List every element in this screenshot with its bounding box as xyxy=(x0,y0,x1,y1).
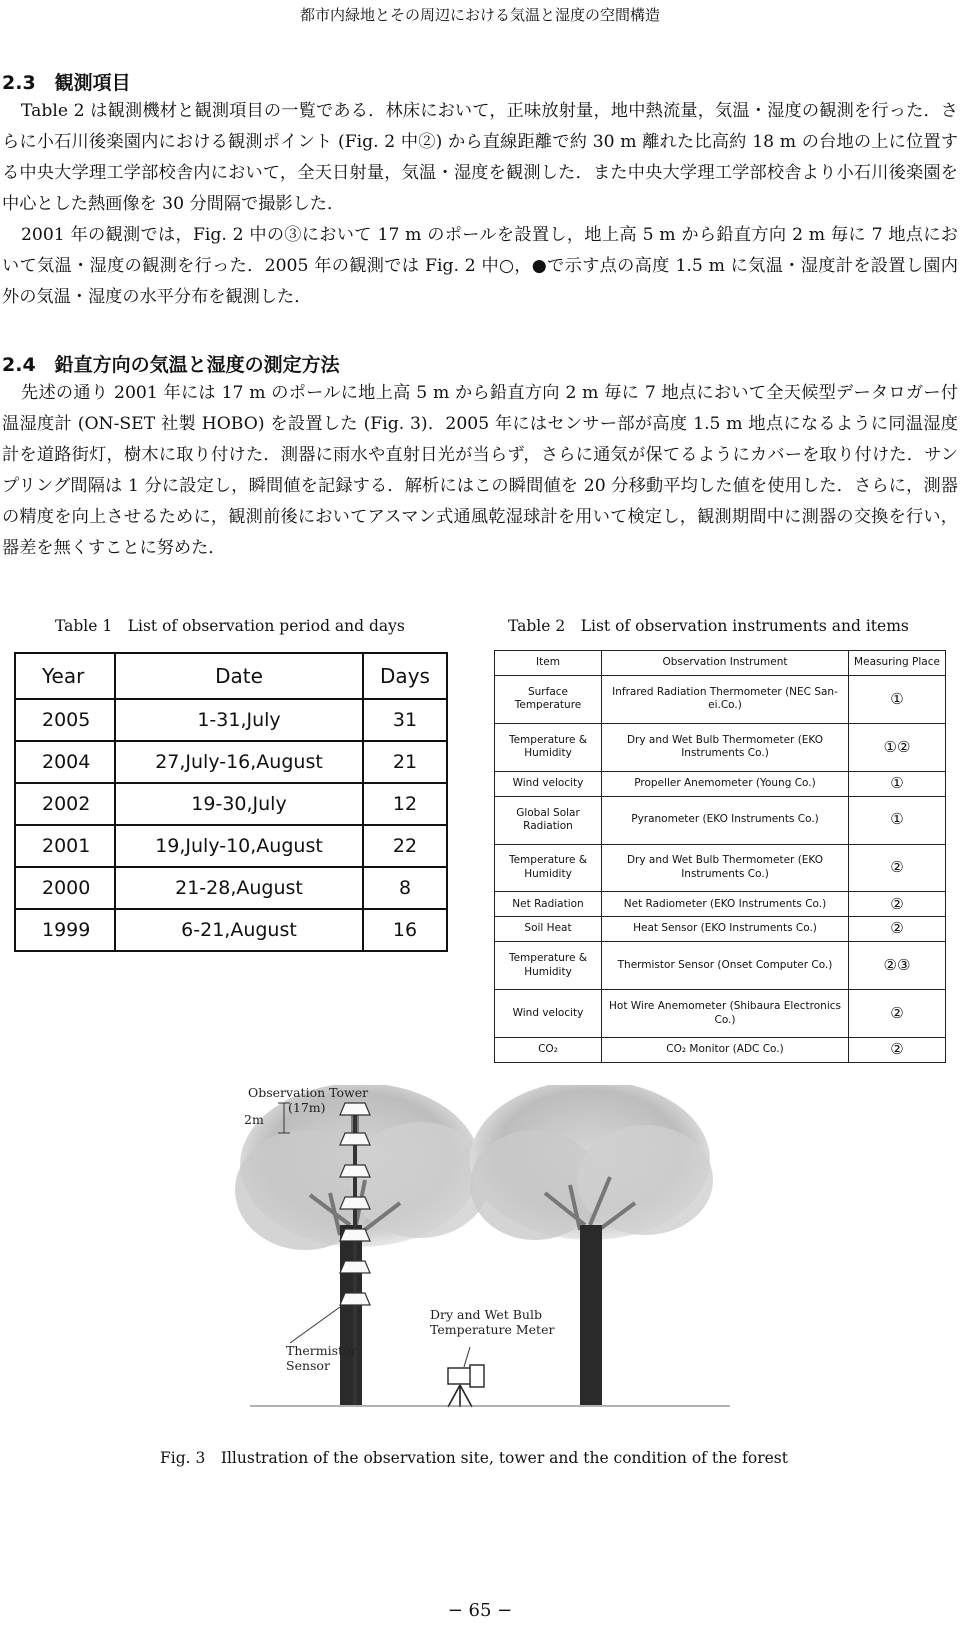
table2-place-cell: ② xyxy=(849,990,946,1038)
table-row xyxy=(15,699,447,741)
table1-date-cell: 1-31,July xyxy=(115,699,363,741)
table2-place-cell: ② xyxy=(849,892,946,917)
table2-instrument-cell: Thermistor Sensor (Onset Computer Co.) xyxy=(602,942,849,990)
table1-days-cell: 31 xyxy=(363,699,447,741)
table1-year-cell: 2005 xyxy=(15,699,115,741)
table2-item-cell: Wind velocity xyxy=(495,771,602,796)
table2-item-cell: Temperature & Humidity xyxy=(495,942,602,990)
table-row xyxy=(495,917,946,942)
forest-illustration xyxy=(190,1085,790,1415)
table2-item-cell: Soil Heat xyxy=(495,917,602,942)
table2-instrument-cell: Dry and Wet Bulb Thermometer (EKO Instruments Co.) xyxy=(602,844,849,892)
table-row xyxy=(495,771,946,796)
running-header: 都市内緑地とその周辺における気温と湿度の空間構造 xyxy=(299,6,660,24)
section-2-4-paragraph-1: 先述の通り 2001 年には 17 m のポールに地上高 5 m から鉛直方向 2 m 毎に 7 地点において全天候型データロガー付温湿度計 (ON-SET 社製 HOBO) を設置した (Fig. 3)．2005 年にはセンサー部が高度 1.5 m 地点になるように同温湿度計を道路街灯，樹木に取り付けた．測器に雨水や直射日光が当らず，さらに通気が保てるようにカバーを取り付けた．サンプリング間隔は 1 分に設定し，瞬間値を記録する．解析にはこの瞬間値を 20 分移動平均した値を使用した．さらに，測器の精度を向上させるために，観測前後においてアスマン式通風乾湿球計を用いて検定し，観測期間中に測器の交換を行い，器差を無くすことに努めた． xyxy=(2,383,958,558)
dry-wet-bulb-meter xyxy=(448,1347,484,1407)
table-row xyxy=(15,825,447,867)
table2-item-cell: CO₂ xyxy=(495,1038,602,1063)
table1-year-cell: 1999 xyxy=(15,909,115,951)
table1-year-cell: 2002 xyxy=(15,783,115,825)
tree-right xyxy=(470,1085,713,1405)
tower-height-label: (17m) xyxy=(288,1100,326,1115)
thermometer-label-line1: Dry and Wet Bulb xyxy=(430,1307,542,1322)
table-row xyxy=(495,796,946,844)
table2-item-cell: Temperature & Humidity xyxy=(495,723,602,771)
table2-place-cell: ② xyxy=(849,844,946,892)
table2-instrument-cell: Infrared Radiation Thermometer (NEC San-ei.Co.) xyxy=(602,675,849,723)
table2-header-item: Item xyxy=(495,651,602,676)
table2-place-cell: ① xyxy=(849,771,946,796)
table1-days-cell: 8 xyxy=(363,867,447,909)
thermistor-label-line1: Thermistor xyxy=(286,1343,357,1358)
table2-item-cell: Global Solar Radiation xyxy=(495,796,602,844)
table-row xyxy=(495,723,946,771)
table1-date-cell: 19-30,July xyxy=(115,783,363,825)
table2 xyxy=(494,650,946,1063)
table2-instrument-cell: Dry and Wet Bulb Thermometer (EKO Instruments Co.) xyxy=(602,723,849,771)
table2-instrument-cell: Pyranometer (EKO Instruments Co.) xyxy=(602,796,849,844)
table2-place-cell: ① xyxy=(849,796,946,844)
figure3 xyxy=(190,1085,790,1419)
table-row xyxy=(15,867,447,909)
table-row xyxy=(15,783,447,825)
table2-header-place: Measuring Place xyxy=(849,651,946,676)
table2-place-cell: ①② xyxy=(849,723,946,771)
table1-date-cell: 6-21,August xyxy=(115,909,363,951)
section-2-4-body xyxy=(2,378,958,564)
table-row xyxy=(495,892,946,917)
table2-instrument-cell: Net Radiometer (EKO Instruments Co.) xyxy=(602,892,849,917)
table1-days-cell: 21 xyxy=(363,741,447,783)
table2-place-cell: ② xyxy=(849,1038,946,1063)
table2-caption: Table 2 List of observation instruments and items xyxy=(508,617,909,635)
thermistor-label xyxy=(286,1343,357,1373)
table-row xyxy=(495,942,946,990)
thermistor-pointer xyxy=(290,1307,340,1343)
table-row xyxy=(495,844,946,892)
thermistor-label-line2: Sensor xyxy=(286,1358,330,1373)
table-row xyxy=(495,1038,946,1063)
table-header-row xyxy=(495,651,946,676)
tower-label-line1: Observation Tower xyxy=(248,1085,369,1100)
table-row xyxy=(15,741,447,783)
table2-item-cell: Temperature & Humidity xyxy=(495,844,602,892)
table2-place-cell: ②③ xyxy=(849,942,946,990)
section-2-3-body xyxy=(2,96,958,313)
tower-label xyxy=(248,1085,378,1115)
table1-header-year: Year xyxy=(15,653,115,699)
table2-item-cell: Surface Temperature xyxy=(495,675,602,723)
table2-instrument-cell: Hot Wire Anemometer (Shibaura Electronics Co.) xyxy=(602,990,849,1038)
section-2-3-paragraph-2: 2001 年の観測では，Fig. 2 中の③において 17 m のポールを設置し，地上高 5 m から鉛直方向 2 m 毎に 7 地点において気温・湿度の観測を行った．2005 年の観測では Fig. 2 中○，●で示す点の高度 1.5 m に気温・湿度計を設置し園内外の気温・湿度の水平分布を観測した． xyxy=(2,225,958,307)
table1-year-cell: 2004 xyxy=(15,741,115,783)
table1-header-days: Days xyxy=(363,653,447,699)
figure3-caption: Fig. 3 Illustration of the observation site, tower and the condition of the forest xyxy=(160,1449,788,1467)
table1-days-cell: 12 xyxy=(363,783,447,825)
table2-item-cell: Net Radiation xyxy=(495,892,602,917)
table1-date-cell: 27,July-16,August xyxy=(115,741,363,783)
section-2-4-title: 2.4 鉛直方向の気温と湿度の測定方法 xyxy=(2,354,340,376)
thermometer-label xyxy=(430,1307,554,1337)
page-number: − 65 − xyxy=(447,1600,513,1621)
table-header-row xyxy=(15,653,447,699)
table1-year-cell: 2000 xyxy=(15,867,115,909)
table1 xyxy=(14,652,448,952)
spacing-label: 2m xyxy=(244,1112,264,1127)
table2-place-cell: ② xyxy=(849,917,946,942)
table1-days-cell: 22 xyxy=(363,825,447,867)
table1-header-date: Date xyxy=(115,653,363,699)
table2-place-cell: ① xyxy=(849,675,946,723)
table1-date-cell: 19,July-10,August xyxy=(115,825,363,867)
section-2-3-paragraph-1: Table 2 は観測機材と観測項目の一覧である．林床において，正味放射量，地中熱流量，気温・湿度の観測を行った．さらに小石川後楽園内における観測ポイント (Fig. 2 中②) から直線距離で約 30 m 離れた比高約 18 m の台地の上に位置する中央大学理工学部校舎内において，全天日射量，気温・湿度を観測した．また中央大学理工学部校舎より小石川後楽園を中心とした熱画像を 30 分間隔で撮影した． xyxy=(2,101,958,214)
table-row xyxy=(15,909,447,951)
table1-year-cell: 2001 xyxy=(15,825,115,867)
table1-date-cell: 21-28,August xyxy=(115,867,363,909)
thermometer-label-line2: Temperature Meter xyxy=(430,1322,555,1337)
table2-instrument-cell: Heat Sensor (EKO Instruments Co.) xyxy=(602,917,849,942)
table2-instrument-cell: Propeller Anemometer (Young Co.) xyxy=(602,771,849,796)
table1-days-cell: 16 xyxy=(363,909,447,951)
section-2-3-title: 2.3 観測項目 xyxy=(2,72,131,94)
table2-header-instrument: Observation Instrument xyxy=(602,651,849,676)
table1-caption: Table 1 List of observation period and days xyxy=(55,617,405,635)
table-row xyxy=(495,990,946,1038)
table2-item-cell: Wind velocity xyxy=(495,990,602,1038)
table2-instrument-cell: CO₂ Monitor (ADC Co.) xyxy=(602,1038,849,1063)
table-row xyxy=(495,675,946,723)
